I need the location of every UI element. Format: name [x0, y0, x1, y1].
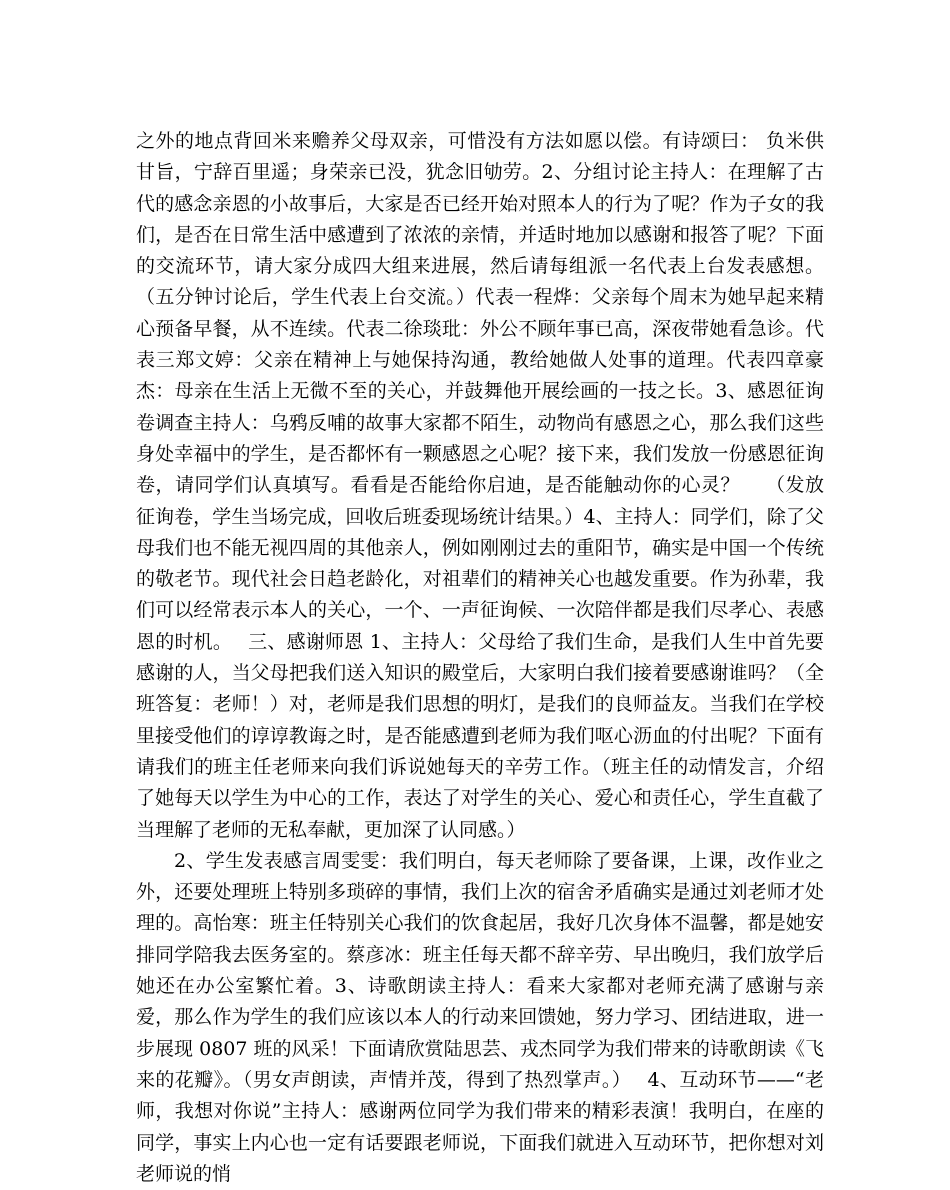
document-page [136, 126, 824, 1190]
paragraph-2: 2、学生发表感言周雯雯：我们明白，每天老师除了要备课，上课，改作业之外，还要处理班上特别多琐碎的事情，我们上次的宿舍矛盾确实是通过刘老师才处理的。高怡寒：班主任特别关心我们的饮食起居，我好几次身体不温馨，都是她安排同学陪我去医务室的。蔡彦冰：班主任每天都不辞辛劳、早出晚归，我们放学后她还在办公室繁忙着。3、诗歌朗读主持人：看来大家都对老师充满了感谢与亲爱，那么作为学生的我们应该以本人的行动来回馈她，努力学习、团结进取，进一步展现 0807 班的风采！下面请欣赏陆思芸、戎杰同学为我们带来的诗歌朗读《飞来的花瓣》。（男女声朗读，声情并茂，得到了热烈掌声。） 4、互动环节——“老师，我想对你说”主持人：感谢两位同学为我们带来的精彩表演！我明白，在座的同学，事实上内心也一定有话要跟老师说，下面我们就进入互动环节，把你想对刘老师说的悄 [136, 849, 824, 1185]
paragraph-1: 之外的地点背回米来赡养父母双亲，可惜没有方法如愿以偿。有诗颂曰： 负米供甘旨，宁辞百里遥；身荣亲已没，犹念旧劬劳。2、分组讨论主持人：在理解了古代的感念亲恩的小故事后，大家是否已经开始对照本人的行为了呢？作为子女的我们，是否在日常生活中感遭到了浓浓的亲情，并适时地加以感谢和报答了呢？下面的交流环节，请大家分成四大组来进展，然后请每组派一名代表上台发表感想。（五分钟讨论后，学生代表上台交流。）代表一程烨：父亲每个周末为她早起来精心预备早餐，从不连续。代表二徐琰玭：外公不顾年事已高，深夜带她看急诊。代表三郑文婷：父亲在精神上与她保持沟通，教给她做人处事的道理。代表四章豪杰：母亲在生活上无微不至的关心，并鼓舞他开展绘画的一技之长。3、感恩征询卷调查主持人：乌鸦反哺的故事大家都不陌生，动物尚有感恩之心，那么我们这些身处幸福中的学生，是否都怀有一颗感恩之心呢？接下来，我们发放一份感恩征询卷，请同学们认真填写。看看是否能给你启迪，是否能触动你的心灵？ （发放征询卷，学生当场完成，回收后班委现场统计结果。）4、主持人：同学们，除了父母我们也不能无视四周的其他亲人，例如刚刚过去的重阳节，确实是中国一个传统的敬老节。现代社会日趋老龄化，对祖辈们的精神关心也越发重要。作为孙辈，我们可以经常表示本人的关心，一个、一声征询候、一次陪伴都是我们尽孝心、表感恩的时机。 三、感谢师恩 1、主持人：父母给了我们生命，是我们人生中首先要感谢的人，当父母把我们送入知识的殿堂后，大家明白我们接着要感谢谁吗？（全班答复：老师！）对，老师是我们思想的明灯，是我们的良师益友。当我们在学校里接受他们的谆谆教诲之时，是否能感遭到老师为我们呕心沥血的付出呢？下面有请我们的班主任老师来向我们诉说她每天的辛劳工作。（班主任的动情发言，介绍了她每天以学生为中心的工作，表达了对学生的关心、爱心和责任心，学生直截了当理解了老师的无私奉献，更加深了认同感。） [136, 130, 824, 841]
